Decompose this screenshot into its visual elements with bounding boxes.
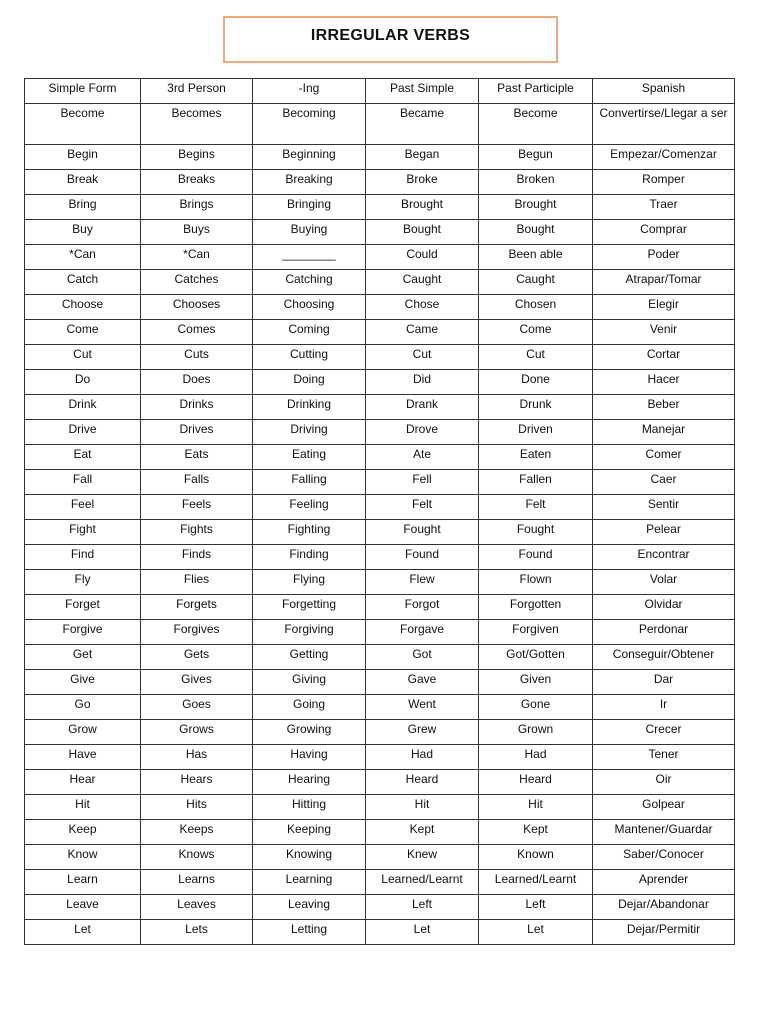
table-row <box>25 345 735 370</box>
cell-past-simple: Drove <box>366 420 479 445</box>
cell-past-participle: Fallen <box>479 470 593 495</box>
cell-simple-form: Bring <box>25 195 141 220</box>
cell-past-simple: Forgot <box>366 595 479 620</box>
cell-simple-form: Hit <box>25 795 141 820</box>
table-row <box>25 820 735 845</box>
cell-spanish: Olvidar <box>593 595 735 620</box>
cell-3rd-person: *Can <box>141 245 253 270</box>
table-row <box>25 845 735 870</box>
table-row <box>25 670 735 695</box>
cell-ing: Knowing <box>253 845 366 870</box>
cell-past-simple: Chose <box>366 295 479 320</box>
cell-simple-form: Know <box>25 845 141 870</box>
cell-ing: ________ <box>253 245 366 270</box>
cell-spanish: Tener <box>593 745 735 770</box>
cell-spanish: Mantener/Guardar <box>593 820 735 845</box>
cell-3rd-person: Catches <box>141 270 253 295</box>
table-row <box>25 595 735 620</box>
table-header <box>25 79 735 104</box>
cell-past-simple: Came <box>366 320 479 345</box>
cell-spanish: Conseguir/Obtener <box>593 645 735 670</box>
cell-past-participle: Heard <box>479 770 593 795</box>
cell-past-participle: Fought <box>479 520 593 545</box>
cell-past-participle: Been able <box>479 245 593 270</box>
cell-past-simple: Gave <box>366 670 479 695</box>
cell-3rd-person: Grows <box>141 720 253 745</box>
cell-past-simple: Did <box>366 370 479 395</box>
cell-past-participle: Become <box>479 104 593 145</box>
table-row <box>25 445 735 470</box>
cell-spanish: Dejar/Abandonar <box>593 895 735 920</box>
cell-simple-form: Fly <box>25 570 141 595</box>
table-row <box>25 745 735 770</box>
cell-spanish: Crecer <box>593 720 735 745</box>
cell-past-simple: Fell <box>366 470 479 495</box>
cell-spanish: Venir <box>593 320 735 345</box>
cell-ing: Leaving <box>253 895 366 920</box>
cell-3rd-person: Learns <box>141 870 253 895</box>
cell-ing: Doing <box>253 370 366 395</box>
cell-past-simple: Became <box>366 104 479 145</box>
table-row <box>25 170 735 195</box>
cell-simple-form: Break <box>25 170 141 195</box>
cell-simple-form: Forget <box>25 595 141 620</box>
cell-simple-form: Get <box>25 645 141 670</box>
cell-past-simple: Went <box>366 695 479 720</box>
cell-past-simple: Felt <box>366 495 479 520</box>
cell-3rd-person: Fights <box>141 520 253 545</box>
cell-3rd-person: Buys <box>141 220 253 245</box>
cell-ing: Choosing <box>253 295 366 320</box>
cell-simple-form: Do <box>25 370 141 395</box>
table-row <box>25 470 735 495</box>
cell-ing: Having <box>253 745 366 770</box>
cell-spanish: Ir <box>593 695 735 720</box>
cell-spanish: Hacer <box>593 370 735 395</box>
cell-simple-form: Let <box>25 920 141 945</box>
cell-spanish: Dar <box>593 670 735 695</box>
cell-spanish: Oir <box>593 770 735 795</box>
cell-past-simple: Grew <box>366 720 479 745</box>
table-row <box>25 320 735 345</box>
cell-simple-form: Buy <box>25 220 141 245</box>
cell-spanish: Manejar <box>593 420 735 445</box>
table-body <box>25 104 735 945</box>
header-3rd-person: 3rd Person <box>141 79 253 104</box>
cell-3rd-person: Hits <box>141 795 253 820</box>
cell-past-participle: Flown <box>479 570 593 595</box>
cell-3rd-person: Keeps <box>141 820 253 845</box>
cell-spanish: Poder <box>593 245 735 270</box>
cell-simple-form: Become <box>25 104 141 145</box>
cell-past-simple: Bought <box>366 220 479 245</box>
cell-spanish: Convertirse/Llegar a ser <box>593 104 735 145</box>
cell-past-participle: Done <box>479 370 593 395</box>
cell-past-participle: Had <box>479 745 593 770</box>
cell-3rd-person: Leaves <box>141 895 253 920</box>
cell-3rd-person: Cuts <box>141 345 253 370</box>
cell-spanish: Volar <box>593 570 735 595</box>
cell-past-participle: Forgiven <box>479 620 593 645</box>
cell-past-participle: Hit <box>479 795 593 820</box>
cell-ing: Cutting <box>253 345 366 370</box>
table-row <box>25 104 735 145</box>
cell-3rd-person: Eats <box>141 445 253 470</box>
cell-3rd-person: Drives <box>141 420 253 445</box>
cell-past-participle: Left <box>479 895 593 920</box>
cell-past-simple: Had <box>366 745 479 770</box>
table-row <box>25 770 735 795</box>
cell-spanish: Atrapar/Tomar <box>593 270 735 295</box>
table-row <box>25 570 735 595</box>
cell-3rd-person: Chooses <box>141 295 253 320</box>
table-row <box>25 870 735 895</box>
cell-simple-form: Choose <box>25 295 141 320</box>
cell-spanish: Golpear <box>593 795 735 820</box>
cell-3rd-person: Becomes <box>141 104 253 145</box>
cell-past-participle: Begun <box>479 145 593 170</box>
cell-3rd-person: Flies <box>141 570 253 595</box>
cell-past-simple: Could <box>366 245 479 270</box>
cell-past-participle: Driven <box>479 420 593 445</box>
cell-past-participle: Forgotten <box>479 595 593 620</box>
cell-simple-form: Keep <box>25 820 141 845</box>
cell-past-participle: Grown <box>479 720 593 745</box>
cell-past-participle: Bought <box>479 220 593 245</box>
cell-ing: Hearing <box>253 770 366 795</box>
cell-past-participle: Kept <box>479 820 593 845</box>
cell-past-simple: Let <box>366 920 479 945</box>
cell-simple-form: Learn <box>25 870 141 895</box>
cell-past-participle: Felt <box>479 495 593 520</box>
cell-ing: Eating <box>253 445 366 470</box>
cell-past-simple: Knew <box>366 845 479 870</box>
cell-simple-form: Fall <box>25 470 141 495</box>
header-past-participle: Past Participle <box>479 79 593 104</box>
cell-past-participle: Chosen <box>479 295 593 320</box>
cell-simple-form: Find <box>25 545 141 570</box>
cell-simple-form: Go <box>25 695 141 720</box>
cell-spanish: Sentir <box>593 495 735 520</box>
table-row <box>25 420 735 445</box>
table-row <box>25 220 735 245</box>
cell-past-participle: Found <box>479 545 593 570</box>
cell-past-simple: Flew <box>366 570 479 595</box>
table-row <box>25 895 735 920</box>
table-row <box>25 145 735 170</box>
cell-past-simple: Found <box>366 545 479 570</box>
cell-past-participle: Caught <box>479 270 593 295</box>
cell-simple-form: Drive <box>25 420 141 445</box>
cell-simple-form: Begin <box>25 145 141 170</box>
irregular-verbs-table <box>24 78 735 945</box>
cell-simple-form: Have <box>25 745 141 770</box>
cell-ing: Falling <box>253 470 366 495</box>
cell-3rd-person: Drinks <box>141 395 253 420</box>
cell-3rd-person: Forgives <box>141 620 253 645</box>
cell-past-simple: Learned/Learnt <box>366 870 479 895</box>
cell-ing: Getting <box>253 645 366 670</box>
cell-past-participle: Come <box>479 320 593 345</box>
cell-simple-form: Catch <box>25 270 141 295</box>
table-row <box>25 645 735 670</box>
header-row <box>25 79 735 104</box>
cell-past-participle: Let <box>479 920 593 945</box>
title-box <box>223 16 558 63</box>
cell-simple-form: Feel <box>25 495 141 520</box>
table-row <box>25 195 735 220</box>
table-row <box>25 245 735 270</box>
cell-ing: Buying <box>253 220 366 245</box>
cell-ing: Bringing <box>253 195 366 220</box>
cell-ing: Becoming <box>253 104 366 145</box>
table-row <box>25 545 735 570</box>
cell-spanish: Dejar/Permitir <box>593 920 735 945</box>
cell-past-participle: Known <box>479 845 593 870</box>
cell-spanish: Traer <box>593 195 735 220</box>
table-row <box>25 270 735 295</box>
cell-spanish: Comer <box>593 445 735 470</box>
cell-ing: Drinking <box>253 395 366 420</box>
cell-3rd-person: Gives <box>141 670 253 695</box>
cell-3rd-person: Brings <box>141 195 253 220</box>
cell-3rd-person: Falls <box>141 470 253 495</box>
cell-ing: Feeling <box>253 495 366 520</box>
cell-3rd-person: Breaks <box>141 170 253 195</box>
cell-3rd-person: Goes <box>141 695 253 720</box>
cell-3rd-person: Finds <box>141 545 253 570</box>
cell-ing: Flying <box>253 570 366 595</box>
cell-past-participle: Given <box>479 670 593 695</box>
cell-simple-form: Leave <box>25 895 141 920</box>
cell-3rd-person: Forgets <box>141 595 253 620</box>
cell-3rd-person: Does <box>141 370 253 395</box>
cell-past-simple: Broke <box>366 170 479 195</box>
cell-past-simple: Hit <box>366 795 479 820</box>
cell-ing: Growing <box>253 720 366 745</box>
page-title: IRREGULAR VERBS <box>310 26 471 44</box>
header-spanish: Spanish <box>593 79 735 104</box>
cell-3rd-person: Begins <box>141 145 253 170</box>
table-row <box>25 920 735 945</box>
cell-spanish: Pelear <box>593 520 735 545</box>
cell-spanish: Empezar/Comenzar <box>593 145 735 170</box>
cell-3rd-person: Feels <box>141 495 253 520</box>
cell-past-participle: Got/Gotten <box>479 645 593 670</box>
cell-past-participle: Eaten <box>479 445 593 470</box>
cell-ing: Finding <box>253 545 366 570</box>
cell-spanish: Cortar <box>593 345 735 370</box>
table-row <box>25 720 735 745</box>
cell-spanish: Perdonar <box>593 620 735 645</box>
cell-ing: Catching <box>253 270 366 295</box>
cell-simple-form: Forgive <box>25 620 141 645</box>
cell-3rd-person: Comes <box>141 320 253 345</box>
table-row <box>25 795 735 820</box>
cell-ing: Fighting <box>253 520 366 545</box>
table-row <box>25 520 735 545</box>
cell-past-participle: Drunk <box>479 395 593 420</box>
cell-spanish: Romper <box>593 170 735 195</box>
cell-past-participle: Broken <box>479 170 593 195</box>
cell-past-simple: Drank <box>366 395 479 420</box>
cell-spanish: Encontrar <box>593 545 735 570</box>
cell-ing: Coming <box>253 320 366 345</box>
cell-simple-form: Drink <box>25 395 141 420</box>
header-ing: -Ing <box>253 79 366 104</box>
cell-ing: Beginning <box>253 145 366 170</box>
cell-spanish: Aprender <box>593 870 735 895</box>
cell-spanish: Elegir <box>593 295 735 320</box>
table-row <box>25 370 735 395</box>
header-past-simple: Past Simple <box>366 79 479 104</box>
cell-ing: Keeping <box>253 820 366 845</box>
cell-ing: Forgiving <box>253 620 366 645</box>
cell-spanish: Saber/Conocer <box>593 845 735 870</box>
cell-past-simple: Cut <box>366 345 479 370</box>
table-row <box>25 620 735 645</box>
cell-simple-form: Come <box>25 320 141 345</box>
cell-past-participle: Brought <box>479 195 593 220</box>
cell-3rd-person: Lets <box>141 920 253 945</box>
cell-past-participle: Learned/Learnt <box>479 870 593 895</box>
cell-ing: Hitting <box>253 795 366 820</box>
cell-simple-form: Cut <box>25 345 141 370</box>
table-row <box>25 495 735 520</box>
cell-past-simple: Ate <box>366 445 479 470</box>
cell-ing: Learning <box>253 870 366 895</box>
cell-spanish: Caer <box>593 470 735 495</box>
cell-past-simple: Kept <box>366 820 479 845</box>
header-simple-form: Simple Form <box>25 79 141 104</box>
cell-3rd-person: Has <box>141 745 253 770</box>
cell-3rd-person: Hears <box>141 770 253 795</box>
cell-past-simple: Forgave <box>366 620 479 645</box>
cell-3rd-person: Gets <box>141 645 253 670</box>
cell-simple-form: Give <box>25 670 141 695</box>
cell-ing: Giving <box>253 670 366 695</box>
table-row <box>25 395 735 420</box>
cell-ing: Forgetting <box>253 595 366 620</box>
cell-simple-form: Grow <box>25 720 141 745</box>
cell-past-simple: Heard <box>366 770 479 795</box>
table-row <box>25 695 735 720</box>
cell-simple-form: Hear <box>25 770 141 795</box>
cell-past-simple: Got <box>366 645 479 670</box>
cell-simple-form: Fight <box>25 520 141 545</box>
cell-ing: Breaking <box>253 170 366 195</box>
cell-spanish: Beber <box>593 395 735 420</box>
cell-ing: Letting <box>253 920 366 945</box>
cell-spanish: Comprar <box>593 220 735 245</box>
cell-past-participle: Gone <box>479 695 593 720</box>
cell-simple-form: Eat <box>25 445 141 470</box>
cell-3rd-person: Knows <box>141 845 253 870</box>
cell-ing: Going <box>253 695 366 720</box>
cell-past-simple: Fought <box>366 520 479 545</box>
cell-ing: Driving <box>253 420 366 445</box>
cell-past-participle: Cut <box>479 345 593 370</box>
cell-past-simple: Brought <box>366 195 479 220</box>
cell-simple-form: *Can <box>25 245 141 270</box>
table-row <box>25 295 735 320</box>
cell-past-simple: Left <box>366 895 479 920</box>
cell-past-simple: Caught <box>366 270 479 295</box>
cell-past-simple: Began <box>366 145 479 170</box>
